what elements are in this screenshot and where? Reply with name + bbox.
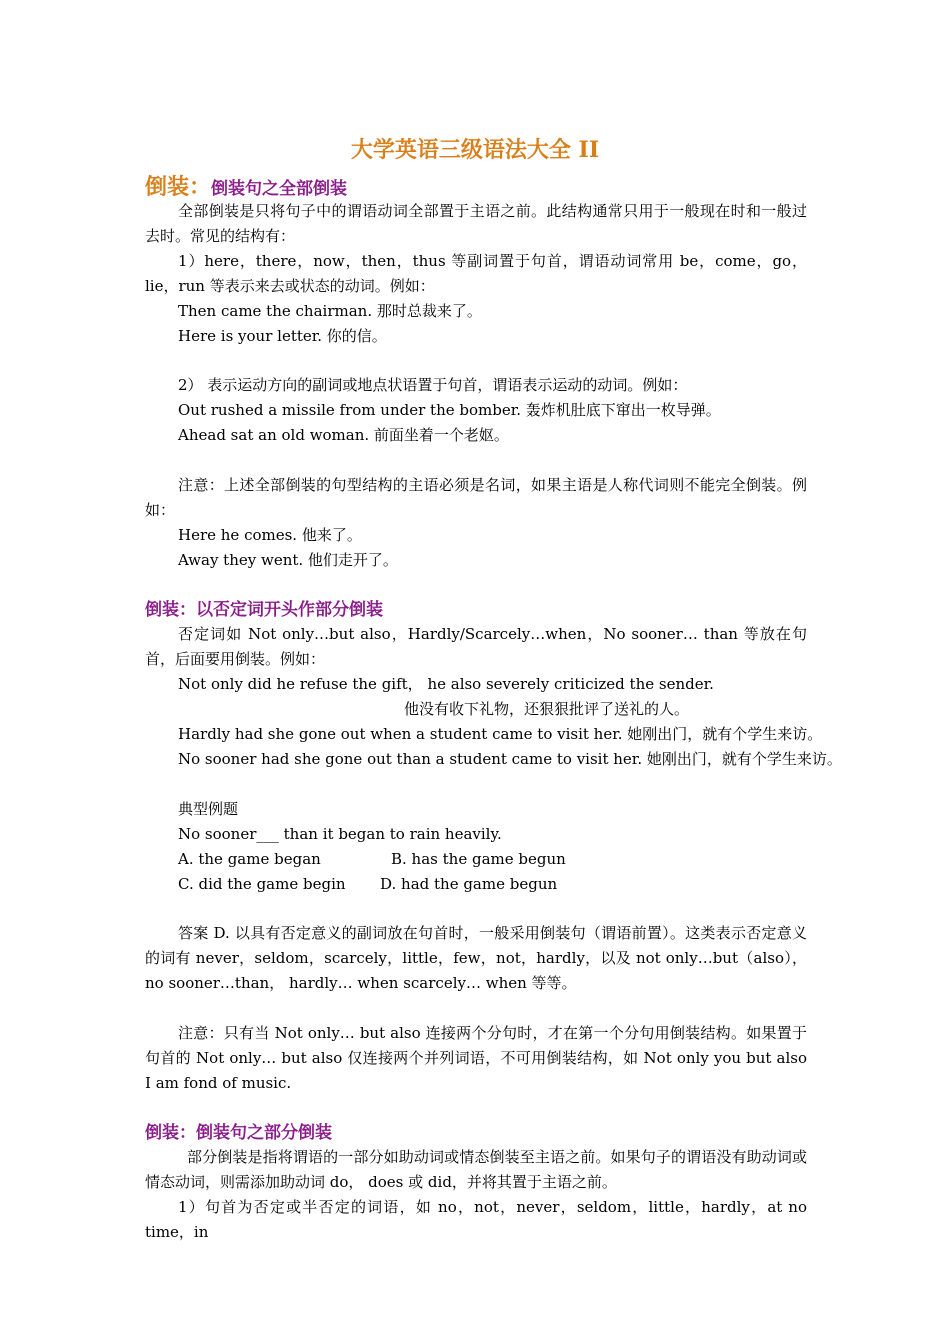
example-translation: 他没有收下礼物，还狠狠批评了送礼的人。 [404, 700, 690, 718]
option-a: A. the game began [178, 850, 321, 868]
example-sentence: No sooner had she gone out than a student came to visit her. 她刚出门，就有个学生来访。 [178, 750, 842, 768]
option-d: D. had the game begun [380, 875, 558, 893]
section1-point1: 1）here，there，now，then，thus 等副词置于句首，谓语动词常用 be，come，go，lie，run 等表示来去或状态的动词。例如： [145, 252, 807, 295]
section1-intro: 全部倒装是只将句子中的谓语动词全部置于主语之前。此结构通常只用于一般现在时和一般过去时。常见的结构有： [145, 202, 807, 245]
section1-note: 注意：上述全部倒装的句型结构的主语必须是名词，如果主语是人称代词则不能完全倒装。例如： [145, 476, 807, 519]
section3-point1: 1）句首为否定或半否定的词语，如 no，not，never，seldom，little，hardly，at no time，in [145, 1198, 807, 1241]
section3-intro: 部分倒装是指将谓语的一部分如助动词或情态倒装至主语之前。如果句子的谓语没有助动词或情态动词，则需添加助动词 do， does 或 did，并将其置于主语之前。 [145, 1148, 807, 1191]
example-sentence: Out rushed a missile from under the bomber. 轰炸机肚底下窜出一枚导弹。 [178, 401, 721, 419]
section-heading-partial-inversion: 倒装：倒装句之部分倒装 [145, 1123, 332, 1143]
example-sentence: Ahead sat an old woman. 前面坐着一个老妪。 [178, 426, 509, 444]
option-c: C. did the game begin [178, 875, 346, 893]
page-title: 大学英语三级语法大全 II [350, 137, 600, 163]
example-sentence: Away they went. 他们走开了。 [178, 551, 398, 569]
heading-prefix: 倒装： [145, 174, 212, 200]
example-sentence: Hardly had she gone out when a student came to visit her. 她刚出门，就有个学生来访。 [178, 725, 823, 743]
section2-note: 注意：只有当 Not only… but also 连接两个分句时，才在第一个分句用倒装结构。如果置于句首的 Not only… but also 仅连接两个并列词语，不可用倒装结构，如 Not only you but also I am fond of music. [145, 1024, 807, 1092]
section-heading-full-inversion [145, 175, 347, 201]
section1-point2: 2） 表示运动方向的副词或地点状语置于句首，谓语表示运动的动词。例如： [178, 376, 688, 394]
example-sentence: Here is your letter. 你的信。 [178, 327, 387, 345]
option-b: B. has the game begun [391, 850, 566, 868]
section2-intro: 否定词如 Not only…but also，Hardly/Scarcely…when，No sooner… than 等放在句首，后面要用倒装。例如： [145, 625, 807, 668]
example-sentence: Not only did he refuse the gift， he also severely criticized the sender. [178, 675, 714, 693]
question-text: No sooner___ than it began to rain heavily. [178, 825, 502, 843]
answer-explanation: 答案 D. 以具有否定意义的副词放在句首时，一般采用倒装句（谓语前置）。这类表示否定意义的词有 never，seldom，scarcely，little，few，not，hardly，以及 not only…but（also），no sooner…than， hardly… when scarcely… when 等等。 [145, 924, 807, 992]
heading-text: 倒装句之全部倒装 [211, 179, 348, 199]
section-heading-negative-inversion: 倒装：以否定词开头作部分倒装 [145, 600, 383, 620]
example-sentence: Then came the chairman. 那时总裁来了。 [178, 302, 482, 320]
example-sentence: Here he comes. 他来了。 [178, 526, 362, 544]
example-label: 典型例题 [178, 800, 239, 818]
